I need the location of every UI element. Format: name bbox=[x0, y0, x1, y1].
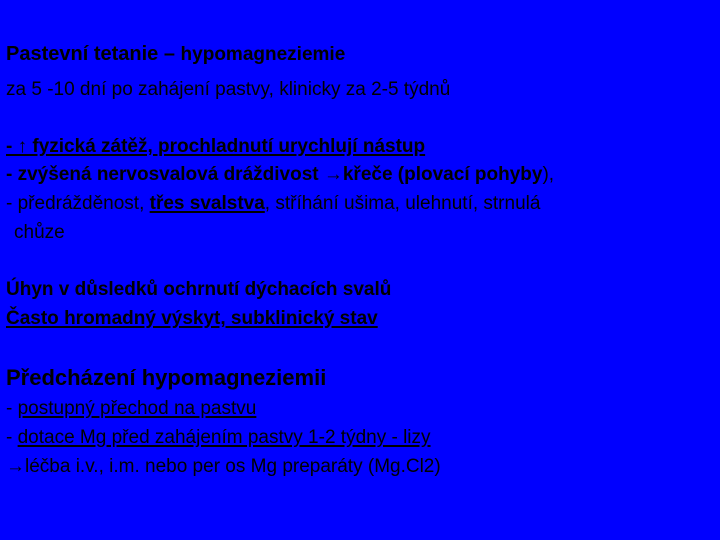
prevention-item-1 bbox=[6, 399, 256, 418]
prevention-item-2 bbox=[6, 428, 431, 447]
title-dash: – bbox=[158, 43, 181, 65]
symptom-line-2 bbox=[6, 165, 554, 184]
symptom-line-4: chůze bbox=[14, 222, 65, 243]
title-sub: hypomagneziemie bbox=[180, 44, 346, 65]
title-main: Pastevní tetanie bbox=[6, 43, 159, 65]
prevention-item-1-pre: - bbox=[6, 398, 18, 419]
prevention-item-2-text: dotace Mg před zahájením pastvy 1-2 týdny - lizy bbox=[17, 427, 431, 448]
symptom-line-2-bold: - zvýšená nervosvalová dráždivost →křeče (plovací pohyby bbox=[6, 164, 543, 185]
prevention-item-1-text: postupný přechod na pastvu bbox=[17, 398, 257, 419]
symptom-line-3-rest: , stříhání ušima, ulehnutí, strnulá bbox=[264, 193, 541, 214]
outcome-line-1: Úhyn v důsledků ochrnutí dýchacích svalů bbox=[6, 279, 392, 300]
symptom-line-3-underlined: třes svalstva bbox=[149, 193, 265, 214]
prevention-item-2-pre: - bbox=[6, 427, 18, 448]
symptom-line-1: - ↑ fyzická zátěž, prochladnutí urychlují nástup bbox=[6, 136, 426, 157]
symptom-line-3-pre: - předrážděnost, bbox=[6, 193, 150, 214]
prevention-heading: Předcházení hypomagneziemii bbox=[6, 365, 327, 390]
treatment-line: →léčba i.v., i.m. nebo per os Mg preparáty (Mg.Cl2) bbox=[6, 456, 441, 477]
symptom-line-3 bbox=[6, 194, 540, 213]
outcome-line-2: Často hromadný výskyt, subklinický stav bbox=[6, 308, 378, 329]
symptom-line-2-rest: ), bbox=[542, 164, 555, 185]
slide-title bbox=[6, 44, 345, 64]
onset-line: za 5 -10 dní po zahájení pastvy, klinicky za 2-5 týdnů bbox=[6, 79, 451, 100]
